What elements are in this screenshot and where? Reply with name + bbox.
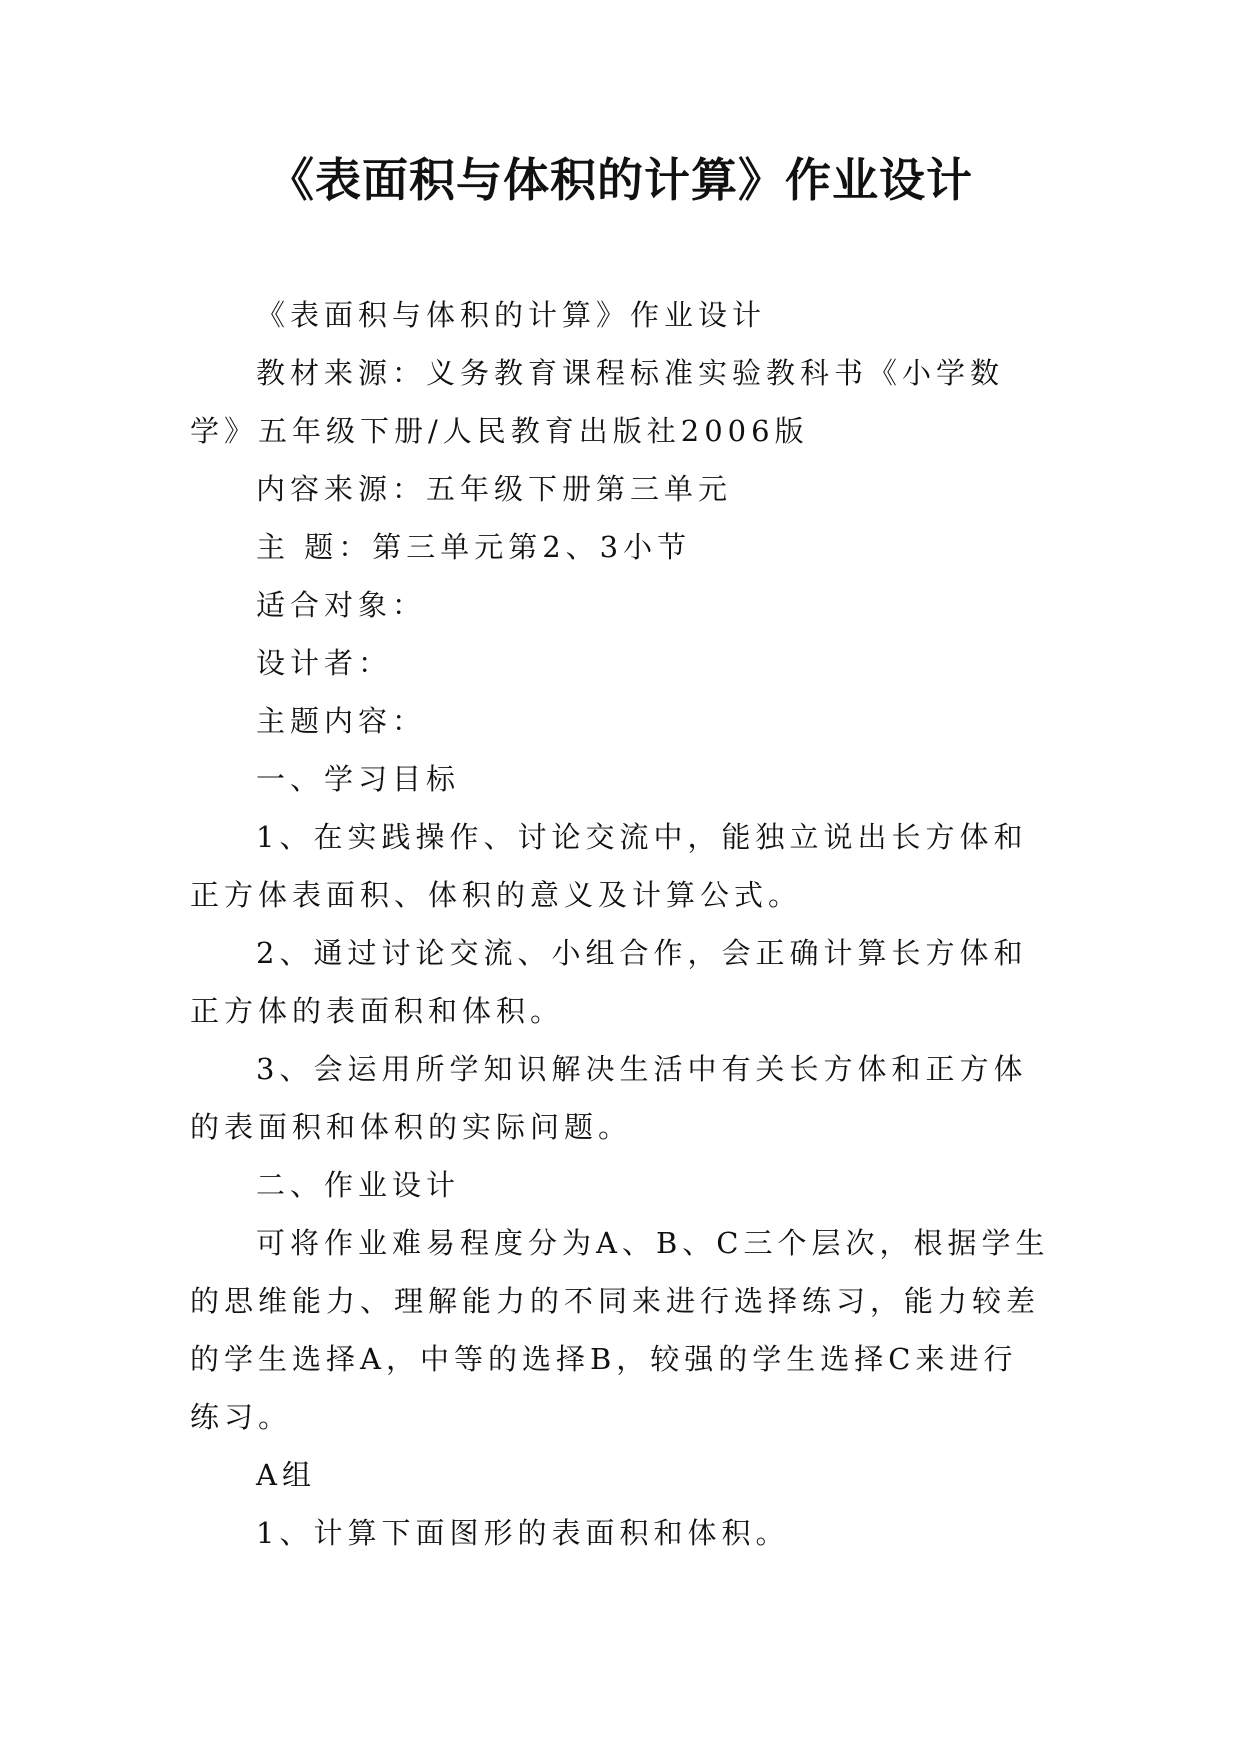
homework-description-paragraph: 可将作业难易程度分为A、B、C三个层次，根据学生的思维能力、理解能力的不同来进行选择练习，能力较差的学生选择A，中等的选择B，较强的学生选择C来进行练习。 (190, 1226, 1050, 1434)
target-audience-paragraph: 适合对象： (256, 588, 427, 622)
document-title: 《表面积与体积的计算》作业设计 (268, 153, 973, 207)
section-heading-homework: 二、作业设计 (256, 1168, 461, 1202)
goal-item-1: 1、在实践操作、讨论交流中，能独立说出长方体和正方体表面积、体积的意义及计算公式。 (190, 820, 1028, 912)
subtitle-paragraph: 《表面积与体积的计算》作业设计 (256, 298, 767, 332)
topic-content-paragraph: 主题内容： (256, 704, 427, 738)
group-a-question-1: 1、计算下面图形的表面积和体积。 (256, 1516, 790, 1550)
document-body (190, 286, 1050, 1562)
group-a-heading: A组 (256, 1458, 316, 1492)
goal-item-3: 3、会运用所学知识解决生活中有关长方体和正方体的表面积和体积的实际问题。 (190, 1052, 1028, 1144)
topic-paragraph: 主 题：第三单元第2、3小节 (256, 530, 692, 564)
textbook-source-paragraph: 教材来源：义务教育课程标准实验教科书《小学数学》五年级下册/人民教育出版社2006版 (190, 356, 1005, 448)
content-source-paragraph: 内容来源：五年级下册第三单元 (256, 472, 733, 506)
goal-item-2: 2、通过讨论交流、小组合作，会正确计算长方体和正方体的表面积和体积。 (190, 936, 1028, 1028)
section-heading-goals: 一、学习目标 (256, 762, 461, 796)
designer-paragraph: 设计者： (256, 646, 393, 680)
